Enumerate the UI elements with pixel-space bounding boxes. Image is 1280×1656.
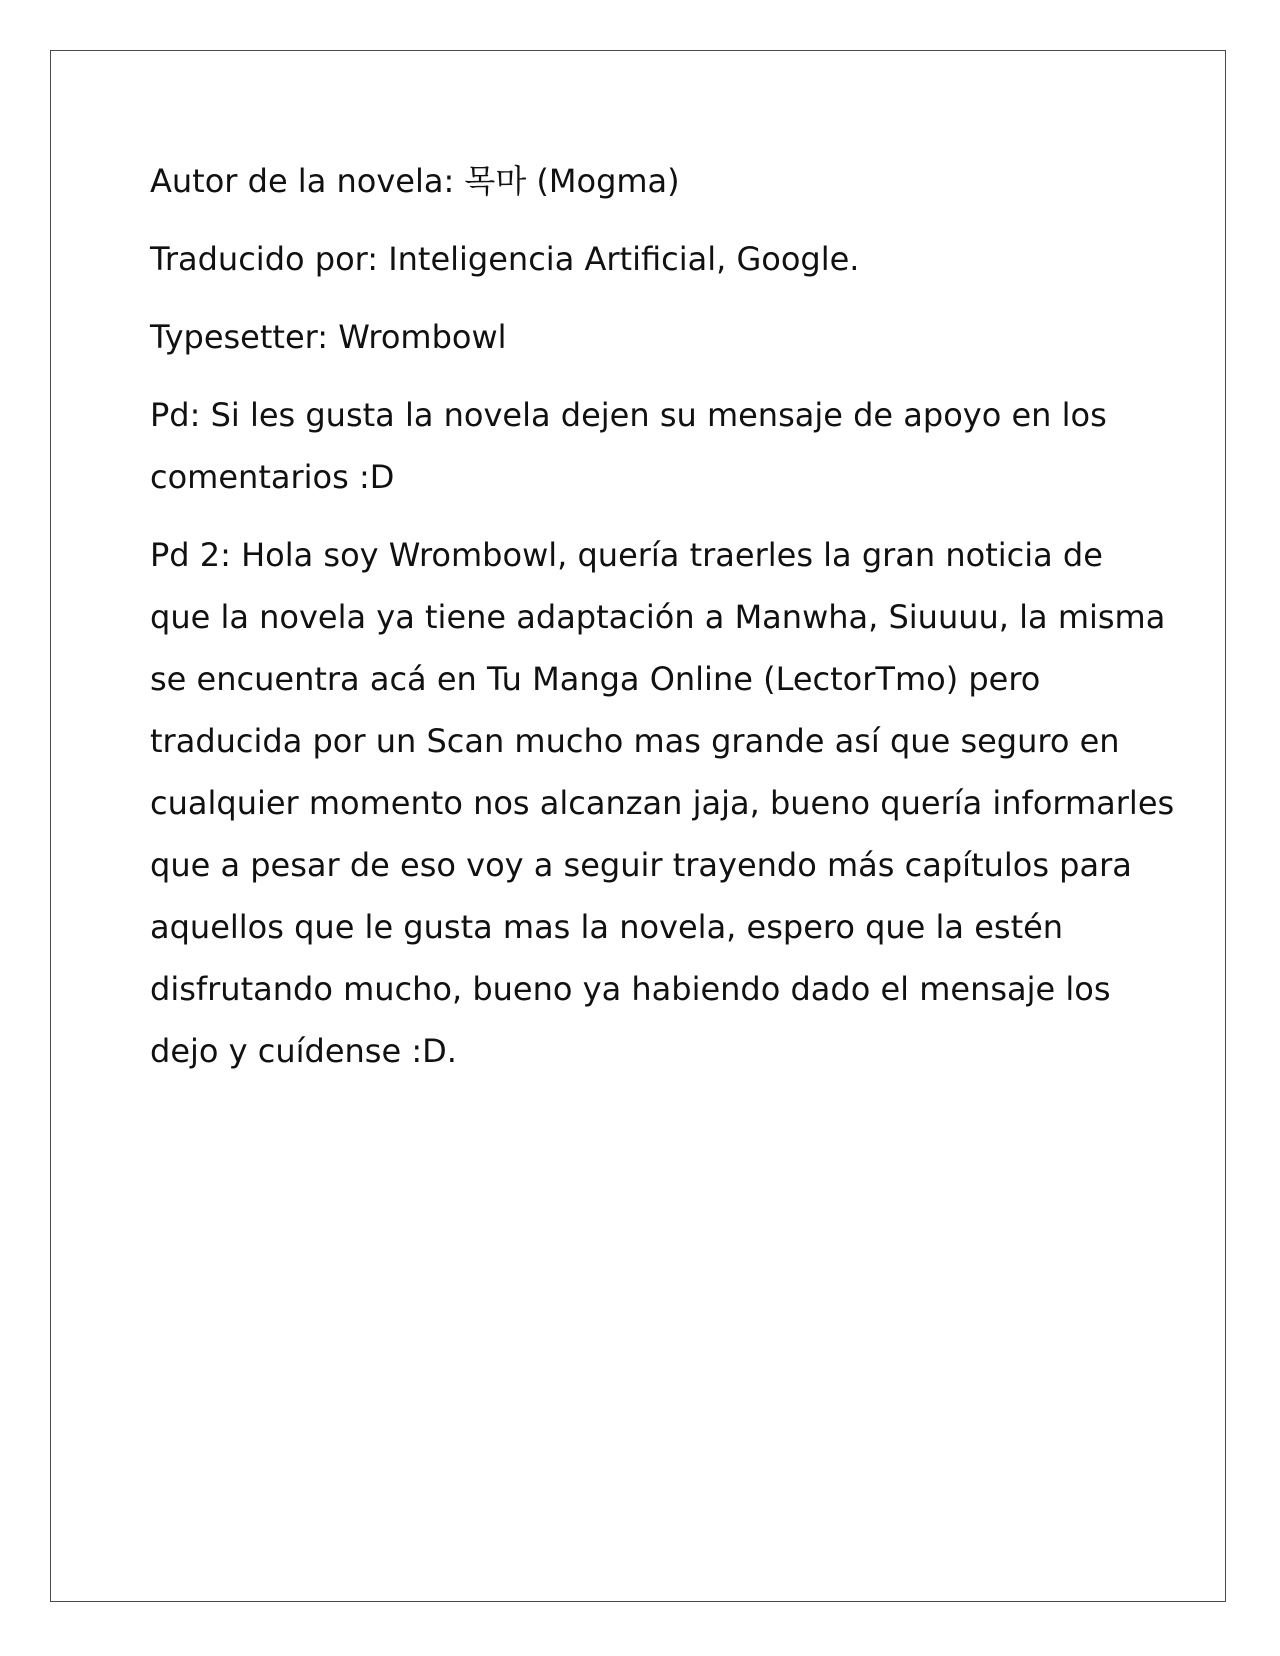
pd2-line: traducida por un Scan mucho mas grande así que seguro en xyxy=(150,722,1120,760)
pd2-line: que la novela ya tiene adaptación a Manwha, Siuuuu, la misma xyxy=(150,598,1166,636)
pd1-line: Pd: Si les gusta la novela dejen su mensaje de apoyo en los xyxy=(150,396,1107,434)
pd2-line: disfrutando mucho, bueno ya habiendo dado el mensaje los xyxy=(150,970,1111,1008)
pd2-line: aquellos que le gusta mas la novela, espero que la estén xyxy=(150,908,1064,946)
typesetter-line: Typesetter: Wrombowl xyxy=(150,318,507,356)
pd2-line: que a pesar de eso voy a seguir trayendo más capítulos para xyxy=(150,846,1132,884)
pd2-line: dejo y cuídense :D. xyxy=(150,1032,457,1070)
pd2-line: se encuentra acá en Tu Manga Online (LectorTmo) pero xyxy=(150,660,1041,698)
pd1-line: comentarios :D xyxy=(150,458,395,496)
pd2-line: cualquier momento nos alcanzan jaja, bueno quería informarles xyxy=(150,784,1175,822)
translator-line: Traducido por: Inteligencia Artificial, Google. xyxy=(150,240,860,278)
author-line: Autor de la novela: 목마 (Mogma) xyxy=(150,162,680,200)
pd2-line: Pd 2: Hola soy Wrombowl, quería traerles la gran noticia de xyxy=(150,536,1103,574)
pd1-paragraph xyxy=(150,384,1140,508)
pd2-paragraph xyxy=(150,524,1175,1082)
document-body xyxy=(150,150,1175,1098)
